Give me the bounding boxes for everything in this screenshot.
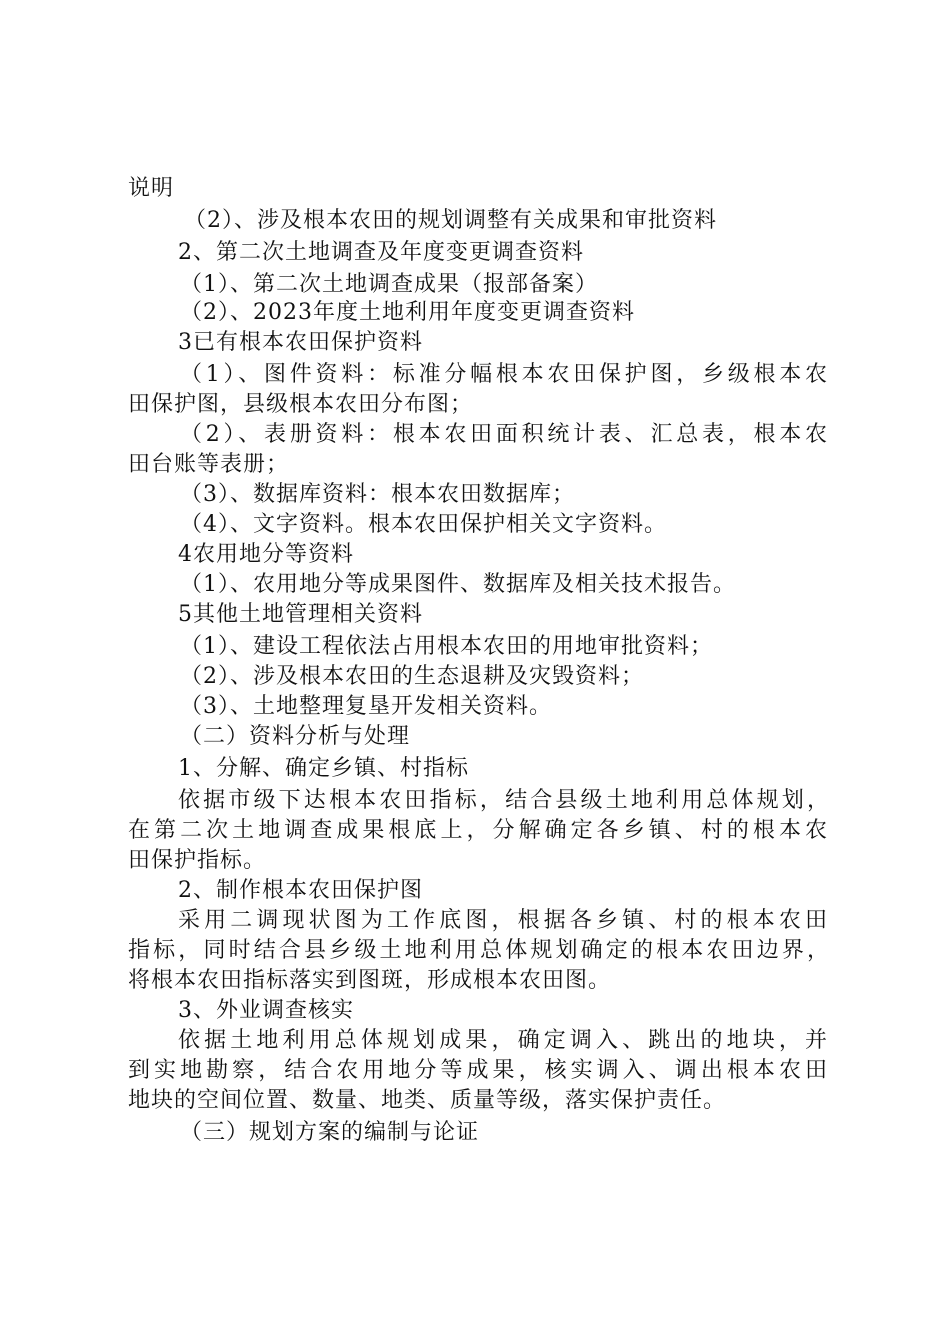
text-line: （4）、文字资料。根本农田保护相关文字资料。 (180, 512, 667, 537)
text-line: （1）、农用地分等成果图件、数据库及相关技术报告。 (180, 572, 736, 597)
text-line: 田保护图，县级根本农田分布图； (128, 392, 474, 417)
text-line: （1）、图件资料：标准分幅根本农田保护图，乡级根本农 (180, 362, 828, 387)
text-line: 将根本农田指标落实到图斑，形成根本农田图。 (128, 968, 612, 993)
text-line: 采用二调现状图为工作底图，根据各乡镇、村的根本农田 (178, 908, 828, 933)
text-line: （三）规划方案的编制与论证 (180, 1120, 480, 1145)
text-line: （二）资料分析与处理 (180, 724, 411, 749)
text-line: 到实地勘察，结合农用地分等成果，核实调入、调出根本农田 (128, 1058, 828, 1083)
text-line: 指标，同时结合县乡级土地利用总体规划确定的根本农田边界， (128, 938, 830, 963)
text-line: （2）、涉及根本农田的规划调整有关成果和审批资料 (184, 208, 717, 233)
text-line: （1）、建设工程依法占用根本农田的用地审批资料； (180, 634, 713, 659)
text-line: 4农用地分等资料 (178, 542, 354, 567)
text-line: （3）、土地整理复垦开发相关资料。 (180, 694, 552, 719)
text-line: 1、分解、确定乡镇、村指标 (178, 756, 469, 781)
text-line: 2、第二次土地调查及年度变更调查资料 (178, 240, 584, 265)
text-line: 3已有根本农田保护资料 (178, 330, 423, 355)
text-line: （2）、2023年度土地利用年度变更调查资料 (180, 300, 635, 325)
text-line: 说明 (128, 176, 175, 201)
text-line: （1）、第二次土地调查成果（报部备案） (180, 272, 598, 297)
text-line: （3）、数据库资料：根本农田数据库； (180, 482, 575, 507)
text-line: 田保护指标。 (128, 848, 267, 873)
text-line: 田台账等表册； (128, 452, 290, 477)
text-line: 3、外业调查核实 (178, 998, 354, 1023)
text-line: 在第二次土地调查成果根底上，分解确定各乡镇、村的根本农 (128, 818, 828, 843)
text-line: 5其他土地管理相关资料 (178, 602, 423, 627)
text-line: 地块的空间位置、数量、地类、质量等级，落实保护责任。 (128, 1088, 727, 1113)
text-line: 2、制作根本农田保护图 (178, 878, 423, 903)
text-line: （2）、表册资料：根本农田面积统计表、汇总表，根本农 (180, 422, 828, 447)
text-line: 依据土地利用总体规划成果，确定调入、跳出的地块，并 (178, 1028, 828, 1053)
text-line: 依据市级下达根本农田指标，结合县级土地利用总体规划， (178, 788, 830, 813)
text-line: （2）、涉及根本农田的生态退耕及灾毁资料； (180, 664, 644, 689)
